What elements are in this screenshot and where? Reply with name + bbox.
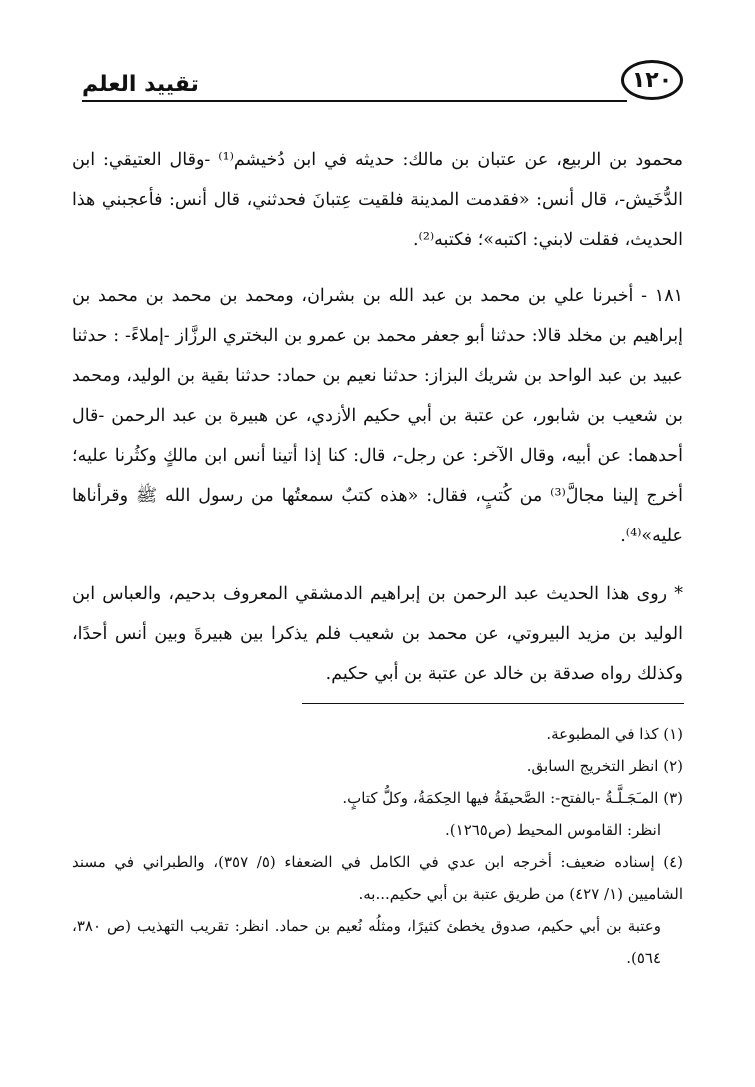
footnote-divider [302, 703, 684, 704]
footnote-3: (٣) المـَجَـلَّـةُ -بالفتح-: الصَّحيفَةُ فيها الحِكمَةُ، وكلُّ كتابٍ. [342, 789, 683, 807]
header-divider [82, 100, 627, 102]
paragraph-commentary: * روى هذا الحديث عبد الرحمن بن إبراهيم الدمشقي المعروف بدحيم، والعباس ابن الوليد بن مزيد البيروتي، عن محمد بن شعيب فلم يذكرا بين هبيرةَ وبين أنس أحدًا، وكذلك رواه صدقة بن خالد عن عتبة بن أبي حكيم. [72, 584, 683, 684]
footnote-2: (٢) انظر التخريج السابق. [526, 757, 683, 775]
paragraph-continuation: محمود بن الربيع، عن عتبان بن مالك: حديثه في ابن دُخيشم⁽¹⁾ -وقال العتيقي: ابن الدُّخَيش-، قال أنس: «فقدمت المدينة فلقيت عِتبانَ فحدثني، قال أنس: فأعجبني هذا الحديث، فقلت لابني: اكتبه»؛ فكتبه⁽²⁾. [72, 150, 683, 250]
page-number-badge: ١٢٠ [621, 60, 683, 100]
paragraph-hadith-181: ١٨١ - أخبرنا علي بن محمد بن عبد الله بن بشران، ومحمد بن محمد بن محمد بن إبراهيم بن مخلد قالا: حدثنا أبو جعفر محمد بن عمرو بن البختري الرزَّاز -إملاءً- : حدثنا عبيد بن عبد الواحد بن شريك البزاز: حدثنا نعيم بن حماد: حدثنا بقية بن الوليد، ومحمد بن شعيب بن شابور، عن عتبة بن أبي حكيم الأزدي، عن هبيرة بن عبد الرحمن -قال أحدهما: عن أبيه، وقال الآخر: عن رجل-، قال: كنا إذا أتينا أنس ابن مالكٍ وكثُرنا عليه؛ أخرج إلينا مجالَّ⁽³⁾ من كُتبٍ، فقال: «هذه كتبٌ سمعتُها من رسول الله ﷺ وقرأناها عليه»⁽⁴⁾. [72, 286, 683, 546]
footnote-4-continuation: وعتبة بن أبي حكيم، صدوق يخطئ كثيرًا، ومثلُه نُعيم بن حماد. انظر: تقريب التهذيب (ص ٣٨٠، ٥٦٤). [72, 917, 661, 967]
footnote-3-reference: انظر: القاموس المحيط (ص١٢٦٥). [445, 821, 661, 839]
page-header [82, 58, 683, 108]
running-title: تقييد العلم [82, 72, 199, 97]
footnote-4: (٤) إسناده ضعيف: أخرجه ابن عدي في الكامل في الضعفاء (٥/ ٣٥٧)، والطبراني في مسند الشاميين (١/ ٤٢٧) من طريق عتبة بن أبي حكيم...به. [72, 853, 683, 903]
main-text [72, 140, 683, 710]
footnote-1: (١) كذا في المطبوعة. [546, 725, 683, 743]
footnotes [72, 718, 683, 974]
